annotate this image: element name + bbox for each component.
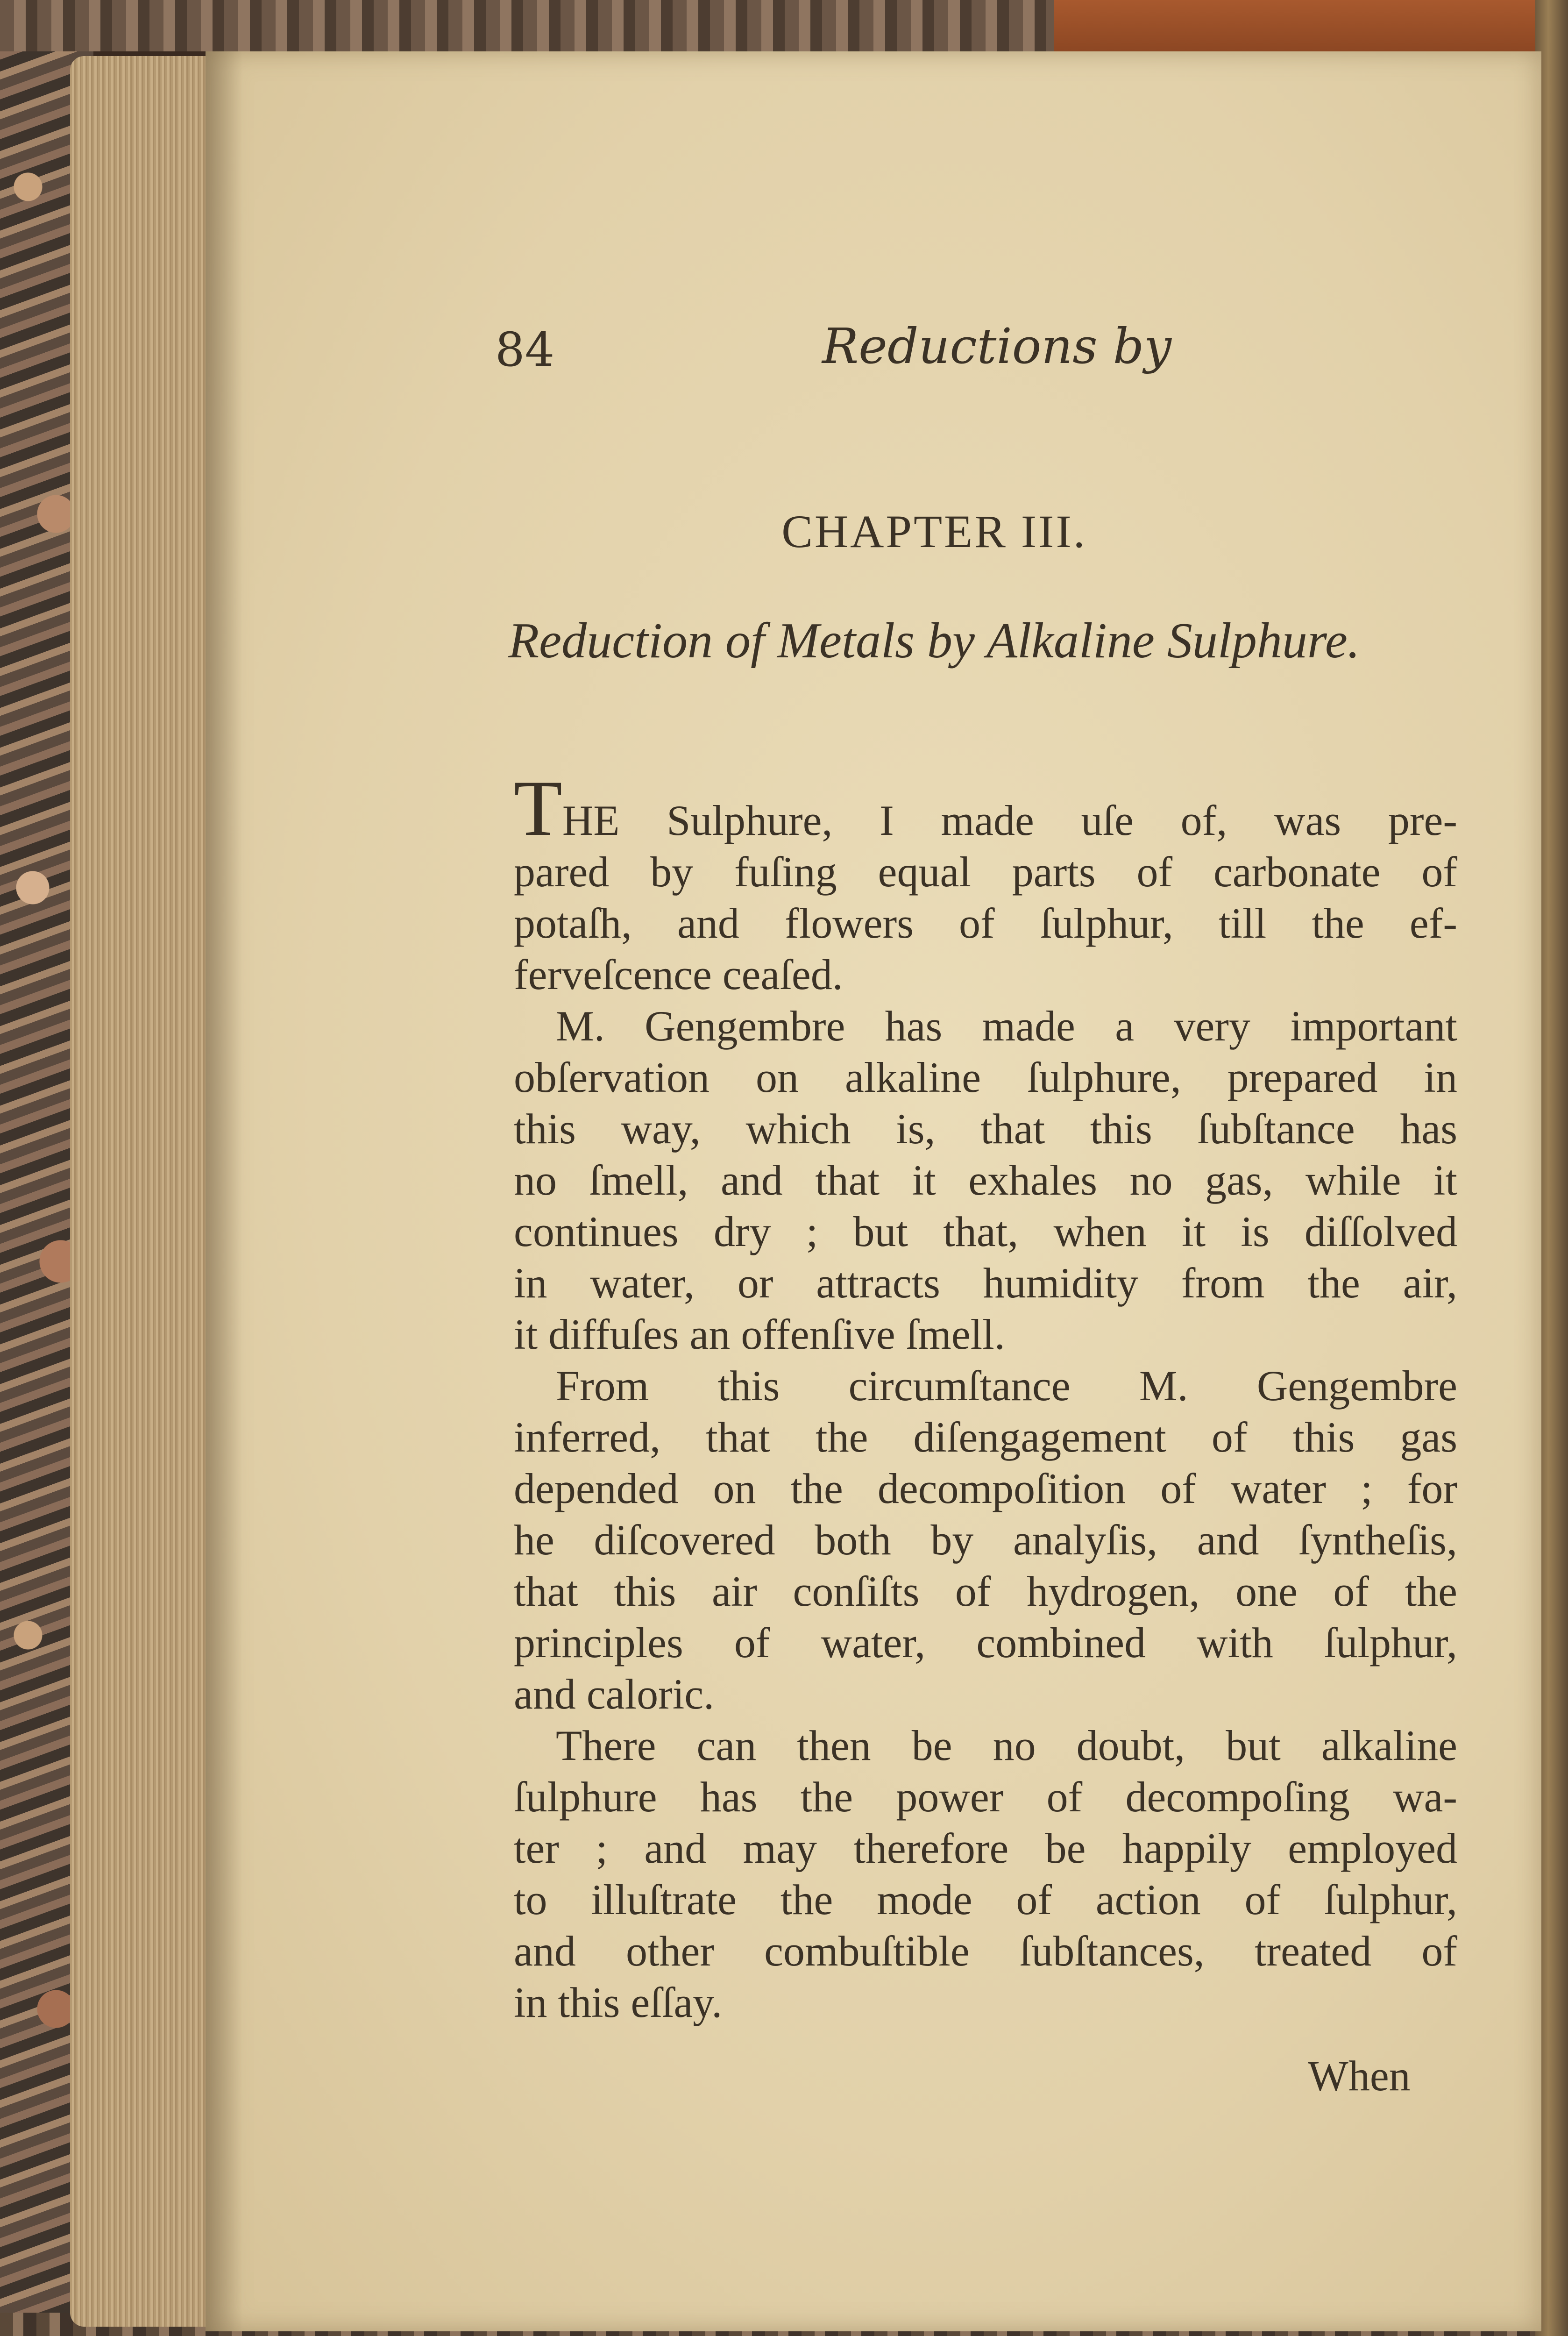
text-line: it diffuſes an offenſive ſmell.	[514, 1310, 1005, 1358]
chapter-subtitle: Reduction of Metals by Alkaline Sulphure.	[508, 613, 1360, 669]
text-line: and other combuſtible ſubſtances, treated of	[514, 1927, 1457, 1975]
page-edges	[70, 56, 220, 2327]
page-number: 84	[495, 322, 555, 377]
text-line: continues dry ; but that, when it is diſſolved	[514, 1208, 1457, 1255]
gutter-shadow	[206, 51, 243, 2331]
running-head	[206, 266, 1541, 377]
text-line	[514, 764, 1457, 852]
chapter-heading: CHAPTER III.	[781, 506, 1087, 557]
text-line: potaſh, and flowers of ſulphur, till the ef-	[514, 899, 1457, 947]
text-line: pared by fuſing equal parts of carbonate of	[514, 848, 1457, 896]
book-page	[206, 51, 1541, 2331]
drop-cap: T	[514, 764, 562, 852]
text-line: in water, or attracts humidity from the air,	[514, 1259, 1457, 1307]
text-line: and caloric.	[514, 1670, 715, 1718]
leather-spine-corner	[1054, 0, 1568, 56]
text-line: ter ; and may therefore be happily employed	[514, 1824, 1457, 1872]
text-line: ſulphure has the power of decompoſing wa-	[514, 1773, 1457, 1821]
text-line: that this air conſiſts of hydrogen, one of the	[514, 1567, 1457, 1615]
text-line: From this circumſtance M. Gengembre	[556, 1362, 1457, 1410]
catchword: When	[1308, 2052, 1411, 2100]
running-title: Reductions by	[822, 318, 1172, 375]
text-line: M. Gengembre has made a very important	[556, 1002, 1457, 1050]
body-text	[514, 764, 1457, 2028]
text-line: ferveſcence ceaſed.	[514, 951, 843, 998]
text-line: this way, which is, that this ſubſtance has	[514, 1105, 1457, 1153]
text-line: There can then be no doubt, but alkaline	[556, 1722, 1457, 1769]
text-line: principles of water, combined with ſulphur,	[514, 1619, 1457, 1667]
text-line: inferred, that the diſengagement of this gas	[514, 1413, 1457, 1461]
text-line: obſervation on alkaline ſulphure, prepared in	[514, 1054, 1457, 1101]
text-line: in this eſſay.	[514, 1979, 723, 2026]
text-line: depended on the decompoſition of water ; for	[514, 1465, 1457, 1512]
text-line: no ſmell, and that it exhales no gas, while it	[514, 1156, 1457, 1204]
text-line: he diſcovered both by analyſis, and ſyntheſis,	[514, 1516, 1457, 1564]
text-line: to illuſtrate the mode of action of ſulphur,	[514, 1876, 1457, 1923]
text-line-content: HE Sulphure, I made uſe of, was pre-	[562, 797, 1457, 844]
